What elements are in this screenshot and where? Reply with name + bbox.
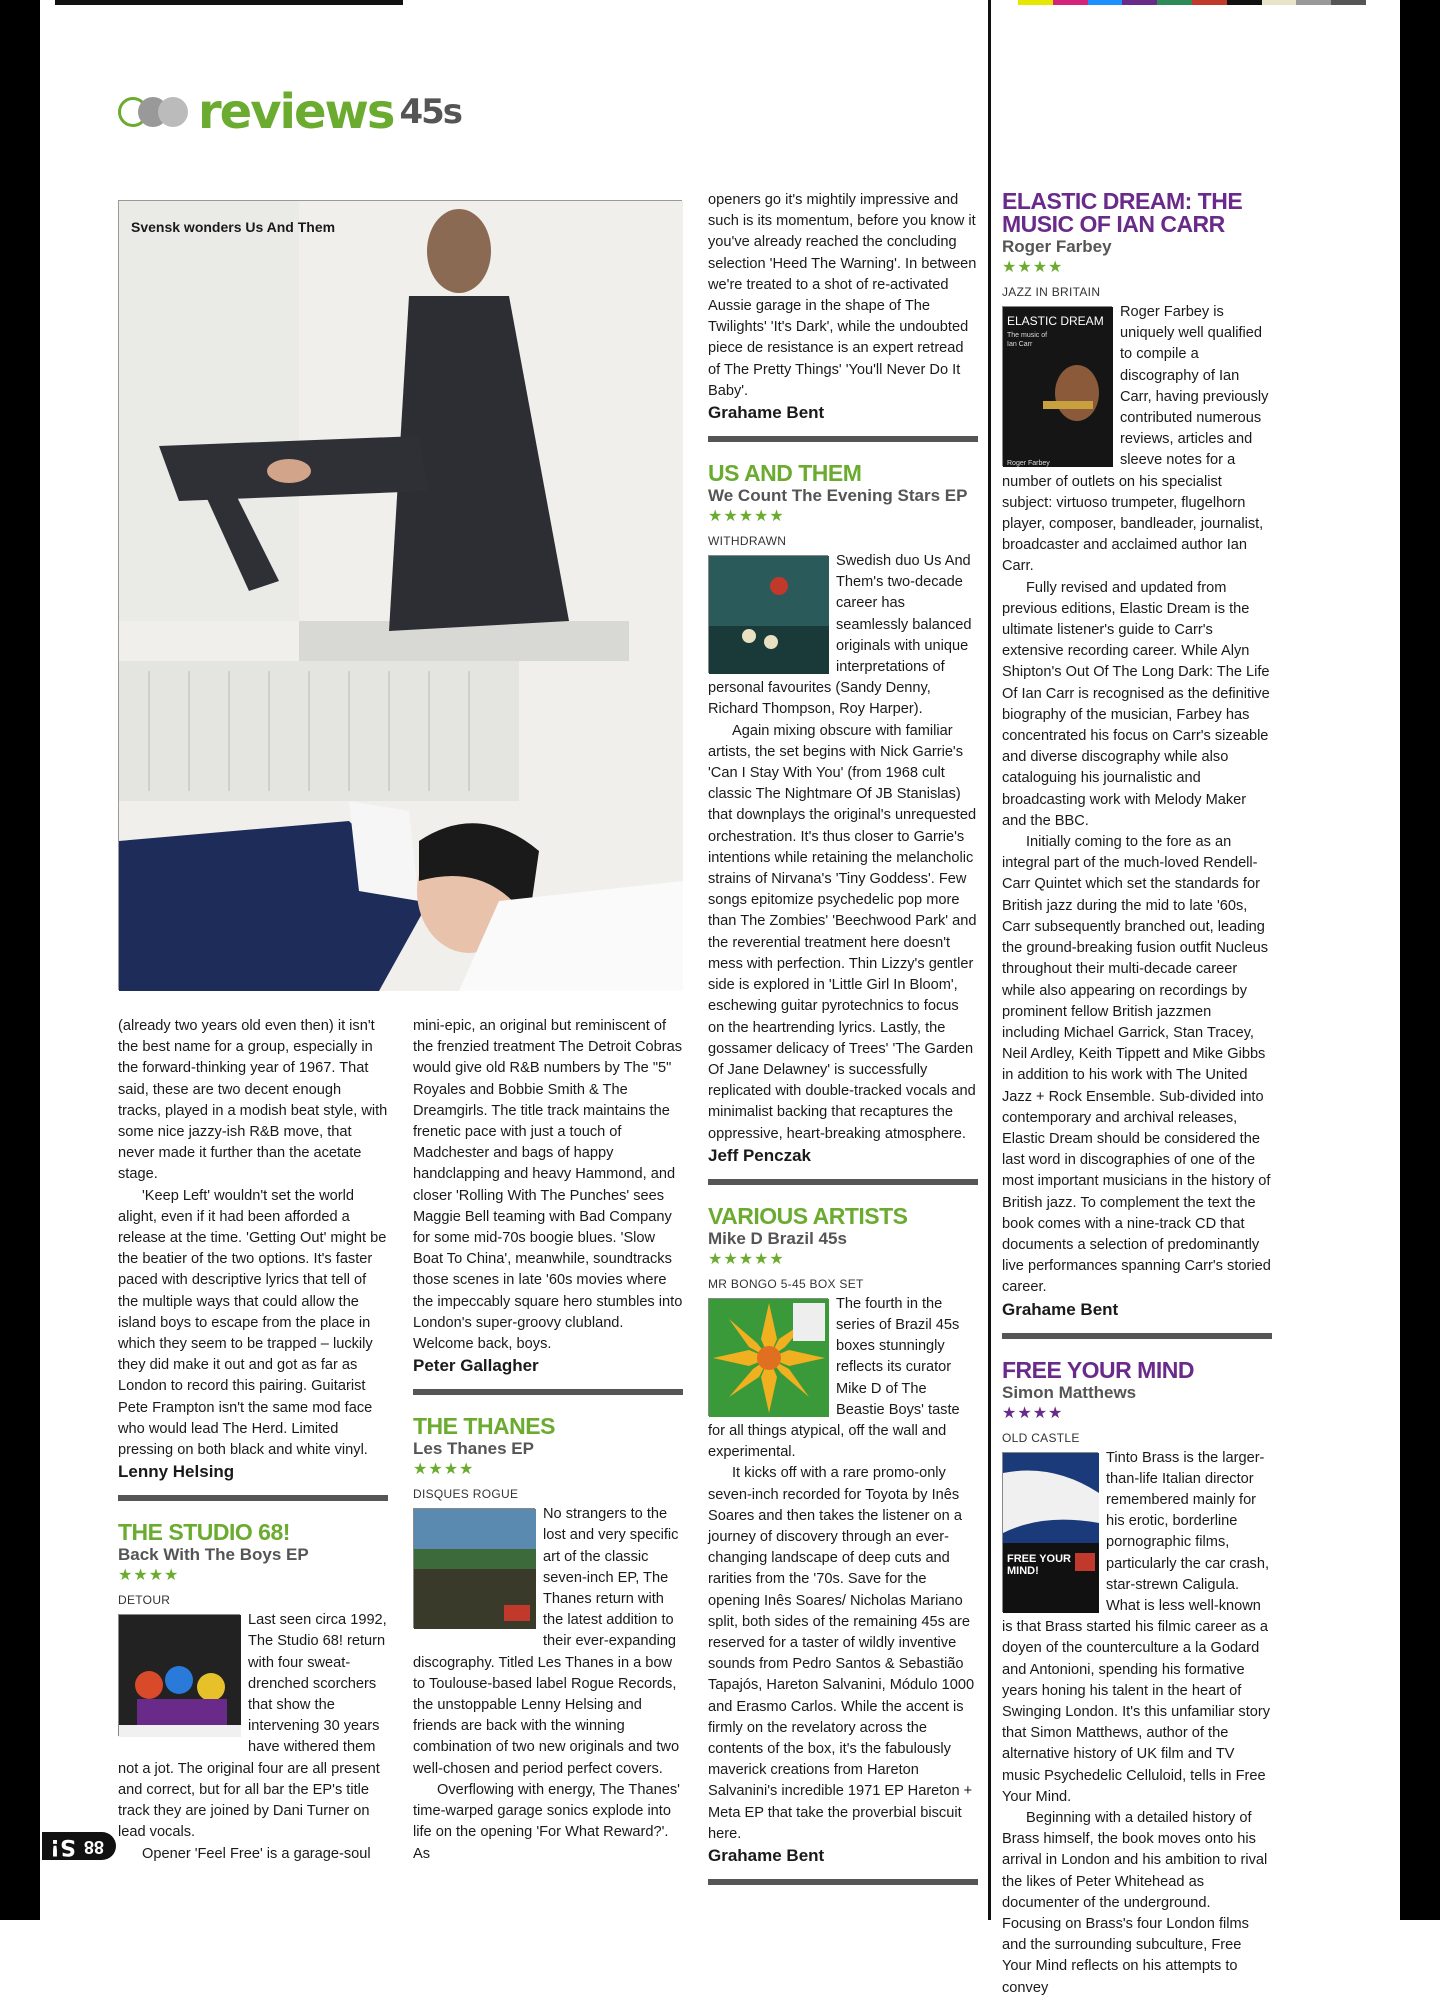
cover-subtitle: The music of Ian Carr xyxy=(1007,332,1048,348)
star-rating: ★★★★ xyxy=(1002,1404,1064,1422)
review-paragraph: It kicks off with a rare promo-only seven-inch recorded for Toyota by Inês Soares and then takes the listener on a journey of discovery through an ever-changing landscape of deep cuts and rarities from the '70s. Save for the opening Inês Soares/ Nicholas Mariano split, both sides of the remaining 45s are reserved for a taster of wildly inventive sounds from Pedro Santos & Sebastião Tapajós, Hareton Salvanini, Módulo 1000 and Erasmo Carlos. While the accent is firmly on the revelatory across the contents of the box, it's the fabulously maverick creations from Hareton Salvanini's incredible 1971 EP Hareton + Meta EP that take the proverbial biscuit here. xyxy=(708,1465,975,1842)
review-paragraph: The fourth in the series of Brazil 45s boxes stunningly reflects its curator Mike D of The Beastie Boys' taste for all things atypical, off the wall and experimental. xyxy=(708,1295,960,1461)
review-paragraph: Last seen circa 1992, The Studio 68! return with four sweat-drenched scorchers that show the intervening 30 years have withered them not a jot. The original four are all present and correct, but for all bar the EP's title track they are joined by Dani Turner on lead vocals. xyxy=(118,1612,387,1841)
divider xyxy=(708,1879,978,1885)
review-subtitle: Simon Matthews xyxy=(1002,1382,1137,1402)
feature-photo xyxy=(118,200,682,990)
review-paragraph: No strangers to the lost and very specific art of the classic seven-inch EP, The Thanes return with the latest addition to their ever-expanding discography. Titled Les Thanes in a bow to Toulouse-based label Rogue Records, the unstoppable Lenny Helsing and friends are back with the winning combination of two new originals and two well-chosen and period perfect covers. xyxy=(413,1506,680,1777)
review-paragraph: Again mixing obscure with familiar artists, the set begins with Nick Garrie's 'Can I Stay With You' (from 1968 cult classic The Nightmare Of JB Stanislas) that downplays the original's unrequested orchestration. It's thus closer to Garrie's intentions while retaining the melancholic strains of Nirvana's 'Tiny Goddess'. Few songs epitomize psychedelic pop more than The Zombies' 'Beechwood Park' and the reverential treatment here doesn't mess with perfection. Thin Lizzy's gentler side is explored in 'Little Girl In Bloom', eschewing guitar pyrotechnics to focus on the heartrending lyrics. Lastly, the gossamer delicacy of Trees' 'The Garden Of Jane Delawney' is successfully replicated with double-tracked vocals and minimalist backing that recaptures the oppressive, heart-breaking atmosphere. xyxy=(708,722,977,1142)
review-title: THE THANES xyxy=(413,1413,555,1440)
review-paragraph: Initially coming to the fore as an integral part of the much-loved Rendell-Carr Quintet which set the standards for British jazz during the mid to late '60s, Carr subsequently branched out, leading the ground-breaking fusion outfit Nucleus throughout their multi-decade career while also appearing on recordings by prominent fellow British jazzmen including Michael Garrick, Stan Tracey, Neil Ardley, Keith Tippett and Mike Gibbs in addition to his work with The United Jazz + Rock Ensemble. Sub-divided into contemporary and archival releases, Elastic Dream should be considered the last word in discographies of one of the most important musicians in the history of British jazz. To complement the text the book comes with a nine-track CD that documents a selection of predominantly live performances spanning Carr's storied career. xyxy=(1002,834,1271,1296)
record-label: DISQUES ROGUE xyxy=(413,1487,519,1502)
cover-author: Roger Farbey xyxy=(1007,460,1050,467)
byline: Peter Gallagher xyxy=(413,1356,539,1376)
color-registration-bar xyxy=(1018,0,1366,5)
star-rating: ★★★★ xyxy=(1002,259,1064,276)
review-subtitle: Les Thanes EP xyxy=(413,1439,534,1459)
review-title: FREE YOUR MIND xyxy=(1002,1356,1194,1383)
star-rating: ★★★★ xyxy=(413,1461,475,1479)
review-subtitle: Roger Farbey xyxy=(1002,237,1112,256)
brazil45s-cover-icon xyxy=(708,1298,828,1416)
divider xyxy=(1002,1333,1272,1339)
cover-title: FREE YOUR MIND! xyxy=(1007,1552,1071,1577)
page-gutter xyxy=(988,0,991,1920)
page-edge-left xyxy=(0,0,40,1920)
column-4 xyxy=(1002,190,1272,1999)
review-paragraph: mini-epic, an original but reminiscent of the frenzied treatment The Detroit Cobras would give old R&B numbers by The "5" Royales and Bobbie Smith & The Dreamgirls. The title track maintains the frenetic pace with just a touch of Madchester and bags of happy handclapping and heavy Hammond, and closer 'Rolling With The Punches' sees Maggie Bell teaming with Bad Company for some mid-70s boogie blues. 'Slow Boat To China', meanwhile, soundtracks those scenes in late '60s movies where the impeccably square hero stumbles into London's super-groovy clubland. Welcome back, boys. xyxy=(413,1018,683,1353)
review-title: US AND THEM xyxy=(708,460,862,487)
review-title: ELASTIC DREAM: THE MUSIC OF IAN CARR xyxy=(1002,188,1243,237)
review-paragraph: Opener 'Feel Free' is a garage-soul xyxy=(142,1845,371,1862)
divider xyxy=(708,1179,978,1185)
review-paragraph: Roger Farbey is uniquely well qualified to compile a discography of Ian Carr, having previously contributed numerous reviews, articles and sleeve notes for a number of outlets on his specialist subject: virtuoso trumpeter, flugelhorn player, composer, bandleader, journalist, broadcaster and acclaimed author Ian Carr. xyxy=(1002,304,1269,575)
magazine-logo: S! xyxy=(50,1833,76,1859)
column-1-lower xyxy=(118,1016,388,1865)
record-label: JAZZ IN BRITAIN xyxy=(1002,285,1101,299)
crop-mark xyxy=(55,0,403,5)
record-label: OLD CASTLE xyxy=(1002,1430,1080,1445)
byline: Jeff Penczak xyxy=(708,1145,811,1165)
star-rating: ★★★★ xyxy=(118,1567,180,1585)
elastic-dream-cover-icon xyxy=(1002,306,1112,466)
intro-paragraph: 'Keep Left' wouldn't set the world alight, even if it had been afforded a release at the time. 'Getting Out' might be the beatier of the two options. It's faster paced with descriptive lyrics that tell of the multiple ways that could allow the island boys to escape from the place in which they seem to be trapped – luckily they did make it out and got as far as London to record this pairing. Guitarist Pete Frampton isn't the same mod face who would lead The Herd. Limited pressing on both black and white vinyl. xyxy=(118,1187,387,1459)
band-photo-icon xyxy=(119,201,683,991)
review-subtitle: We Count The Evening Stars EP xyxy=(708,486,968,506)
photo-caption: Svensk wonders Us And Them xyxy=(131,219,336,235)
free-your-mind-cover-icon xyxy=(1002,1452,1098,1612)
review-title: VARIOUS ARTISTS xyxy=(708,1202,908,1229)
page-footer xyxy=(42,1832,116,1860)
byline: Lenny Helsing xyxy=(118,1462,235,1482)
review-paragraph: openers go it's mightily impressive and such is its momentum, before you know it you've already reached the concluding selection 'Heed The Warning'. In between we're treated to a shot of re-activated Aussie garage in the shape of The Twilights' 'It's Dark', while the undoubted piece de resistance is an expert retread of The Pretty Things' 'You'll Never Do It Baby'. xyxy=(708,192,977,399)
star-rating: ★★★★★ xyxy=(708,508,785,526)
byline: Grahame Bent xyxy=(708,1846,825,1865)
review-paragraph: Swedish duo Us And Them's two-decade career has seamlessly balanced originals with unique interpretations of personal favourites (Sandy Denny, Richard Thompson, Roy Harper). xyxy=(708,553,972,718)
review-title: THE STUDIO 68! xyxy=(118,1519,290,1546)
cover-title: ELASTIC DREAM xyxy=(1007,314,1104,328)
thanes-cover-icon xyxy=(413,1508,535,1628)
studio68-cover-icon xyxy=(118,1614,240,1736)
column-2-lower xyxy=(413,1016,683,1865)
star-rating: ★★★★★ xyxy=(708,1250,785,1268)
section-header xyxy=(118,84,461,140)
byline: Grahame Bent xyxy=(708,403,825,423)
intro-paragraph: (already two years old even then) it isn't the best name for a group, especially in the forward-thinking year of 1967. That said, these are two decent enough tracks, played in a modish beat style, with some nice jazzy-ish R&B move, that never made it further than the acetate stage. xyxy=(118,1018,388,1183)
review-paragraph: Tinto Brass is the larger-than-life Italian director remembered mainly for his erotic, borderline pornographic films, particularly the car crash, star-strewn Caligula. What is less well-known is that Brass started his filmic career as a doyen of the counterculture a la Godard and Antonioni, spending his formative years honing his talent in the heart of Swinging London. It's this unfamiliar story that Simon Matthews, author of the alternative history of UK film and TV music Psychedelic Celluloid, tells in Free Your Mind. xyxy=(1002,1449,1271,1805)
record-label: MR BONGO 5-45 BOX SET xyxy=(708,1276,864,1291)
review-subtitle: Mike D Brazil 45s xyxy=(708,1228,847,1248)
record-label: DETOUR xyxy=(118,1593,171,1608)
usandthem-cover-icon xyxy=(708,555,828,673)
section-subtitle: 45s xyxy=(399,92,461,132)
record-label: WITHDRAWN xyxy=(708,534,787,549)
page-edge-right xyxy=(1400,0,1440,1920)
column-3 xyxy=(708,190,978,1905)
section-title: reviews xyxy=(198,84,394,140)
review-subtitle: Back With The Boys EP xyxy=(118,1545,309,1565)
byline: Grahame Bent xyxy=(1002,1299,1119,1319)
review-paragraph: Fully revised and updated from previous editions, Elastic Dream is the ultimate listener's guide to Carr's extensive recording career. While Alyn Shipton's Out Of The Long Dark: The Life Of Ian Carr is recognised as the definitive biography of the musician, Farbey has concentrated his focus on Carr's sizeable and diverse discography while also cataloguing his journalistic and broadcasting work with Melody Maker and the BBC. xyxy=(1002,579,1270,829)
circles-logo-icon xyxy=(118,97,178,127)
divider xyxy=(118,1495,388,1501)
review-paragraph: Overflowing with energy, The Thanes' time-warped garage sonics explode into life on the opening 'For What Reward?'. As xyxy=(413,1781,680,1862)
divider xyxy=(708,436,978,442)
divider xyxy=(413,1389,683,1395)
page-number: 88 xyxy=(83,1836,104,1857)
review-paragraph: Beginning with a detailed history of Brass himself, the book moves onto his arrival in London and his ambition to rival the likes of Peter Whitehead as documenter of the underground. Focusing on Brass's four London films and the surrounding subculture, Free Your Mind reflects on his attempts to convey xyxy=(1002,1810,1268,1996)
